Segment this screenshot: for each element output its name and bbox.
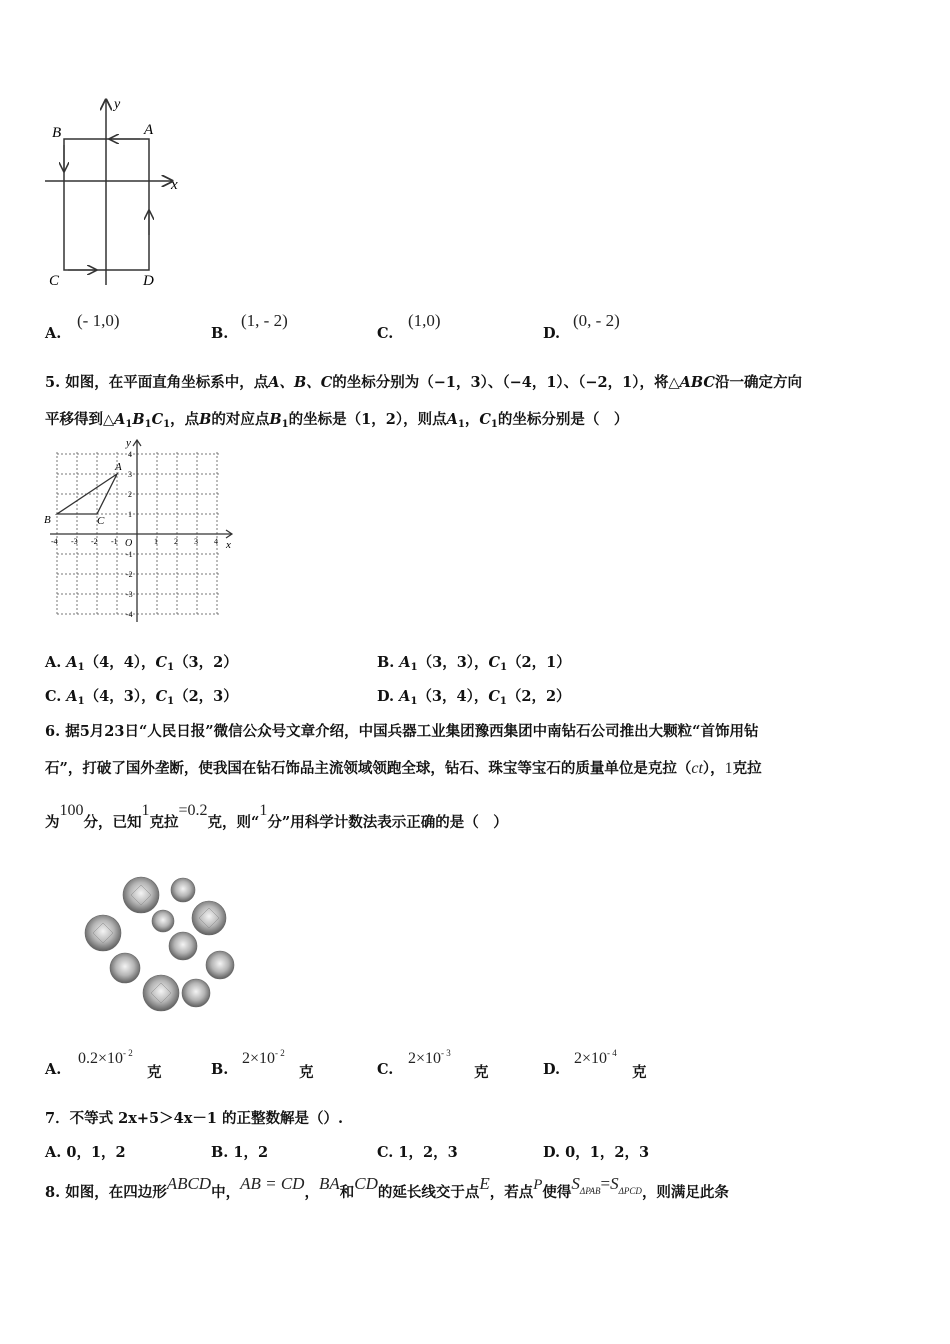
q4-option-a-value: (- 1,0) [77, 311, 120, 330]
q6-option-b-unit: 克 [299, 1064, 314, 1081]
q4-figure [40, 95, 190, 295]
q7-option-c[interactable]: C. 1，2，3 [377, 1144, 458, 1161]
q5-option-b[interactable]: B. $A_1(3$，3），$C_1(2$，1） [377, 654, 571, 673]
q6-option-d-value: $2\times 10^{- 4}$ [574, 1048, 617, 1067]
diamond [152, 910, 174, 932]
q6-option-a-unit: 克 [147, 1064, 162, 1081]
y-tick: 2 [128, 490, 132, 499]
diamond [182, 979, 210, 1007]
grid-label-x: x [226, 539, 231, 551]
q6-option-c-letter[interactable]: C. [377, 1061, 394, 1078]
q6-line3: 为100分，已知1克拉=0.2克，则“1分”用科学计数法表示正确的是（ ） [45, 802, 508, 831]
q4-option-d-value: (0, - 2) [573, 311, 620, 330]
q6-line2: 石”，打破了国外垄断，使我国在钻石饰品主流领域领跑全球，钻石、珠宝等宝石的质量单位是克拉（ct），1克拉 [45, 760, 762, 777]
q5-line2: 平移得到$\triangle A_1B_1C_1$，点B的对应点$B_1$的坐标是（1，2），则点$A_1$，$C_1$的坐标分别是（ ） [45, 411, 629, 430]
diamonds-image [75, 870, 250, 1020]
label-b: B [52, 125, 62, 141]
diamond [85, 915, 121, 951]
grid-point-c: C [97, 515, 105, 527]
q6-option-b-letter[interactable]: B. [211, 1061, 229, 1078]
grid-label-y: y [126, 437, 131, 449]
y-tick: -1 [126, 550, 133, 559]
q6-line1: 6. 据5月23日“人民日报”微信公众号文章介绍，中国兵器工业集团豫西集团中南钻石公司推出大颗粒“首饰用钻 [45, 723, 759, 740]
y-tick: -3 [126, 590, 133, 599]
y-tick: 1 [128, 510, 132, 519]
y-tick: -4 [126, 610, 133, 619]
x-tick: 4 [214, 537, 218, 546]
q4-option-b-value: (1, - 2) [241, 311, 288, 330]
q5-option-d[interactable]: D. $A_1(3$，4），$C_1(2$，2） [377, 688, 571, 707]
q5-option-c[interactable]: C. $A_1(4$，3），$C_1(2$，3） [45, 688, 238, 707]
q5-option-a[interactable]: A. $A_1(4$，4），$C_1(3$，2） [45, 654, 238, 673]
q4-option-b[interactable]: B. [211, 325, 229, 342]
x-tick: -4 [51, 537, 58, 546]
q4-option-d[interactable]: D. [543, 325, 561, 342]
q6-option-d-unit: 克 [632, 1064, 647, 1081]
x-tick: 2 [174, 537, 178, 546]
y-tick: 4 [128, 450, 132, 459]
q7-option-b[interactable]: B. 1，2 [211, 1144, 269, 1161]
label-d: D [143, 273, 154, 289]
q6-option-c-unit: 克 [474, 1064, 489, 1081]
q5-line1: 5. 如图，在平面直角坐标系中，点A、B、C的坐标分别为（−1，3）、（−4，1）、（−2，1），将△ABC沿一确定方向 [45, 374, 802, 391]
diamond [206, 951, 234, 979]
q4-option-a[interactable]: A. [45, 325, 62, 342]
grid-point-a: A [115, 461, 122, 473]
q7-stem: 7．不等式 2x+5＞4x－1 的正整数解是（）. [45, 1110, 344, 1127]
q6-option-b-value: $2\times 10^{- 2}$ [242, 1048, 285, 1067]
q6-option-d-letter[interactable]: D. [543, 1061, 561, 1078]
diamond [110, 953, 140, 983]
q4-option-c[interactable]: C. [377, 325, 394, 342]
x-tick: -2 [91, 537, 98, 546]
diamond [171, 878, 195, 902]
q8-line1: 8. 如图，在四边形ABCD中，AB = CD，BA和CD的延长线交于点E，若点P使得$S^{\Delta PAB}=S^{\Delta PCD}$，则满足此条 [45, 1174, 729, 1201]
label-y: y [114, 97, 121, 112]
diamond [123, 877, 159, 913]
q5-figure [40, 432, 240, 627]
q7-option-d[interactable]: D. 0，1，2，3 [543, 1144, 650, 1161]
x-tick: 3 [194, 537, 198, 546]
label-c: C [49, 273, 60, 289]
grid-origin: O [125, 538, 133, 549]
y-tick: 3 [128, 470, 132, 479]
q7-option-a[interactable]: A. 0，1，2 [45, 1144, 126, 1161]
q4-option-c-value: (1,0) [408, 311, 441, 330]
diamond [192, 901, 226, 935]
label-a: A [144, 122, 154, 138]
x-tick: -3 [71, 537, 78, 546]
label-x: x [171, 177, 178, 193]
y-tick: -2 [126, 570, 133, 579]
x-tick: -1 [111, 537, 118, 546]
q6-option-c-value: $2\times 10^{- 3}$ [408, 1048, 451, 1067]
q6-option-a-letter[interactable]: A. [45, 1061, 62, 1078]
diamond [143, 975, 179, 1011]
diamond [169, 932, 197, 960]
q6-option-a-value: $0.2\times 10^{- 2}$ [78, 1048, 133, 1067]
grid-point-b: B [44, 514, 51, 526]
x-tick: 1 [154, 537, 158, 546]
